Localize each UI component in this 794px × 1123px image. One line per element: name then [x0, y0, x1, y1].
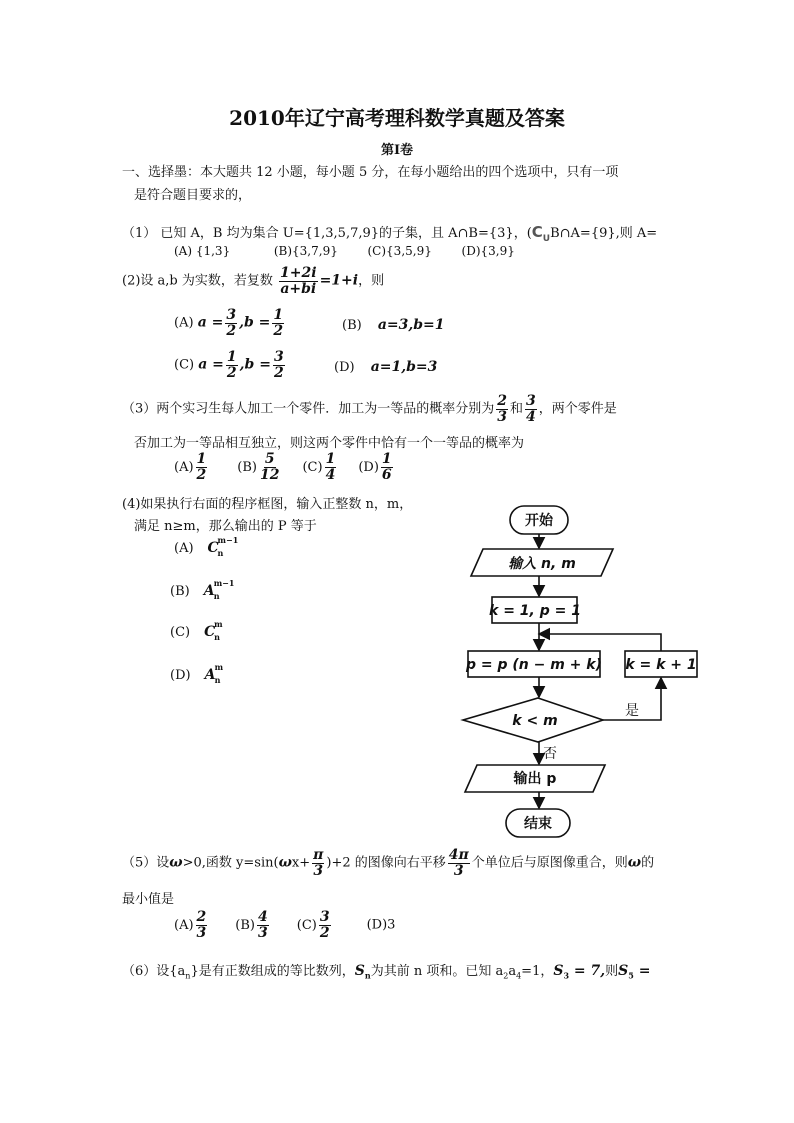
q2-stem-post: ，则 [358, 273, 385, 289]
q2-opt-b-text: a=3,b=1 [377, 317, 445, 333]
q5-option-label: (A) [174, 917, 194, 933]
q4-symbol-sup: m [214, 662, 224, 672]
q2-a-frac1-num: 3 [226, 307, 237, 323]
q2-opt-a-frac1 [225, 308, 237, 338]
q5-stem-pre: （5）设 [122, 855, 170, 871]
q5-shift-frac [448, 848, 470, 878]
q2-opt-c-frac2 [273, 350, 285, 380]
q2-frac-den: a+bi [280, 280, 317, 297]
q4-option-label: (C) [170, 625, 191, 640]
q3-option-a [174, 451, 209, 483]
instructions-line1: 一、选择墨：本大题共 12 小题，每小题 5 分，在每小题给出的四个选项中，只有一项 [122, 165, 619, 180]
q6-stem-mid: }是有正数组成的等比数列， [190, 964, 355, 979]
flow-update-k-text: k = k + 1 [625, 657, 697, 673]
flow-start-text: 开始 [525, 513, 553, 529]
q5-stem-mid2: x+ [291, 855, 311, 871]
q5-shift-den: 3 [453, 862, 464, 879]
q3-option-den: 2 [196, 466, 207, 483]
q3-option-frac [325, 452, 337, 482]
q6-a4-sub: 4 [516, 971, 522, 981]
q5-option-den: 2 [319, 924, 330, 941]
q2-opt-a-aeq: a = [197, 314, 224, 331]
q4-symbol-base: A [203, 583, 215, 599]
q1-option-c: (C){3,5,9} [367, 244, 432, 258]
q3-option-label: (B) [237, 459, 257, 475]
q6-sn: S [354, 963, 365, 979]
q3-option-den: 4 [325, 466, 336, 483]
q5-stem-mid4: 个单位后与原图像重合，则 [471, 855, 628, 871]
flow-output-text: 输出 p [513, 771, 557, 787]
q5-option-num: 2 [196, 909, 207, 925]
q3-option-frac [259, 452, 280, 482]
q5-omega-1: ω [169, 854, 183, 871]
q5-pi-den: 3 [313, 862, 324, 879]
q6-s3: S [553, 963, 564, 979]
complement-symbol [531, 223, 551, 244]
q2-option-a [174, 308, 286, 338]
q5-option-frac [196, 910, 208, 940]
question-5-line2: 最小值是 [122, 892, 175, 907]
q2-a-frac1-den: 2 [226, 322, 237, 339]
q4-symbol-sub: n [217, 548, 224, 558]
q6-stem-pre: （6）设{a [122, 964, 186, 979]
q5-option-num: 3 [319, 909, 330, 925]
q3-p1-den: 3 [497, 408, 508, 425]
q2-complex-fraction [279, 266, 318, 296]
q6-sub-n: n [185, 971, 191, 981]
q4-option-c [170, 619, 223, 642]
q2-c-frac1-den: 2 [226, 364, 237, 381]
q3-option-num: 1 [325, 451, 336, 467]
question-6-stem [122, 960, 650, 981]
question-3-stem [122, 394, 617, 424]
q6-a2-sub: 2 [503, 971, 509, 981]
q5-shift-num: 4π [448, 847, 469, 863]
q5-option-frac [257, 910, 269, 940]
q5-option-den: 3 [258, 924, 268, 941]
q3-p1-num: 2 [497, 393, 508, 409]
question-3-line2: 否加工为一等品相互独立，则这两个零件中恰有一个一等品的概率为 [134, 436, 525, 451]
q2-opt-c-frac1 [226, 350, 238, 380]
q2-opt-b-label: (B) [342, 318, 362, 333]
instructions-line2: 是符合题目要求的， [134, 188, 252, 203]
q6-s3-sub: 3 [563, 970, 570, 981]
q1-option-b: (B){3,7,9} [273, 244, 338, 258]
q2-eq: =1+i [319, 272, 359, 289]
q2-opt-c-label: (C) [174, 357, 195, 373]
q5-option-num: 4 [258, 909, 268, 925]
question-5-stem [122, 848, 654, 878]
complement-letter: C [531, 223, 543, 241]
q3-stem-post: ，两个零件是 [538, 401, 617, 417]
q3-prob-2 [525, 394, 537, 424]
q2-c-frac2-den: 2 [273, 364, 284, 381]
q2-opt-c-beq: ,b = [239, 356, 271, 373]
q4-option-label: (A) [174, 541, 194, 556]
flow-yes-label: 是 [625, 703, 639, 719]
q4-symbol-sup: m−1 [213, 578, 235, 588]
flowchart [455, 500, 715, 845]
q5-option-a [174, 909, 209, 941]
q6-a-mid: a [508, 964, 517, 979]
q3-option-label: (A) [174, 459, 194, 475]
q2-opt-c-aeq: a = [198, 356, 224, 373]
q5-option-c [296, 909, 333, 941]
question-1-options [174, 244, 515, 258]
q3-option-den: 12 [260, 466, 280, 483]
q4-option-a [174, 535, 239, 558]
q3-option-frac [196, 452, 208, 482]
q2-c-frac2-num: 3 [273, 349, 284, 365]
q4-option-symbol [204, 619, 223, 642]
flow-end-text: 结束 [524, 816, 552, 832]
question-2-stem [122, 266, 384, 296]
q3-and: 和 [510, 401, 524, 417]
q6-stem-mid3: =1， [521, 964, 554, 979]
q5-option-label: (C) [296, 917, 317, 933]
q3-option-b [237, 451, 282, 483]
q2-opt-d-text: a=1,b=3 [370, 359, 438, 375]
q2-stem-pre: (2)设 a,b 为实数，若复数 [122, 273, 273, 289]
q5-option-label: (B) [235, 917, 255, 933]
q5-option-b [235, 909, 270, 941]
q3-option-label: (D) [358, 459, 379, 475]
q2-opt-a-label: (A) [174, 315, 194, 331]
q5-option-d: (D)3 [366, 917, 396, 933]
q5-stem-mid1: >0,函数 y=sin( [182, 855, 279, 871]
q3-option-frac [381, 452, 393, 482]
q4-symbol-sub: n [214, 632, 220, 642]
flow-update-p-text: p = p (n − m + k) [465, 657, 603, 673]
q3-option-c [302, 451, 338, 483]
q6-sn-sub: n [364, 970, 371, 981]
q2-option-b [342, 317, 445, 333]
q5-pi-num: π [313, 847, 324, 863]
flow-init-text: k = 1, p = 1 [489, 603, 581, 619]
q1-stem-post: B∩A={9},则 A= [550, 226, 658, 241]
flow-condition-text: k < m [512, 713, 558, 729]
section-subtitle: 第Ⅰ卷 [380, 143, 414, 158]
question-3-options [174, 452, 395, 482]
q2-option-c [174, 350, 287, 380]
q4-symbol-base: C [207, 540, 219, 556]
q2-opt-a-beq: ,b = [239, 314, 271, 331]
q4-option-label: (B) [170, 584, 190, 599]
page-title: 2010年辽宁高考理科数学真题及答案 [229, 106, 565, 130]
q2-c-frac1-num: 1 [226, 349, 237, 365]
q5-stem-post: 的 [641, 855, 655, 871]
q4-symbol-sup: m−1 [217, 535, 239, 545]
q3-stem-pre: （3）两个实习生每人加工一个零件．加工为一等品的概率分别为 [122, 401, 495, 417]
q3-option-den: 6 [381, 466, 392, 483]
q2-opt-d-label: (D) [334, 360, 355, 375]
q4-symbol-sup: m [214, 619, 223, 629]
q4-symbol-base: A [204, 667, 216, 683]
q1-option-a: (A) {1,3} [174, 244, 231, 258]
q5-omega-3: ω [627, 854, 642, 871]
q3-option-num: 1 [196, 451, 207, 467]
q2-opt-a-frac2 [272, 308, 284, 338]
q2-frac-num: 1+2i [280, 265, 317, 281]
q3-option-label: (C) [302, 459, 323, 475]
question-1-stem [122, 222, 657, 244]
q2-option-d [334, 359, 437, 375]
q3-option-d [358, 451, 394, 483]
q5-omega-2: ω [278, 854, 292, 871]
q4-option-symbol [207, 535, 239, 558]
q4-option-symbol [203, 578, 235, 601]
q5-stem-mid3: )+2 的图像向右平移 [326, 855, 446, 871]
flow-input-text: 输入 n, m [508, 556, 576, 572]
q6-stem-mid2: 为其前 n 项和。已知 a [370, 964, 504, 979]
q4-option-d [170, 662, 224, 685]
question-4-line1: (4)如果执行右面的程序框图，输入正整数 n，m， [122, 497, 413, 512]
flow-loop-arrow [539, 634, 661, 651]
question-5-options [174, 910, 395, 940]
q1-stem-pre: （1） 已知 A，B 均为集合 U={1,3,5,7,9}的子集，且 A∩B={3}，( [122, 226, 532, 241]
q3-prob-1 [496, 394, 508, 424]
q6-s5-sub: 5 [628, 970, 634, 981]
q3-option-num: 1 [381, 451, 392, 467]
q6-s5: S [618, 963, 629, 979]
q3-p2-num: 3 [526, 393, 536, 409]
q3-p2-den: 4 [526, 408, 536, 425]
flow-no-label: 否 [543, 746, 557, 762]
q5-pi-frac [312, 848, 324, 878]
q4-option-b [170, 578, 235, 601]
q6-s5-val: = [633, 963, 651, 979]
q5-option-den: 3 [196, 924, 207, 941]
q6-stem-mid4: 则 [605, 964, 619, 979]
q2-a-frac2-den: 2 [273, 322, 284, 339]
q4-option-symbol [204, 662, 224, 685]
q4-symbol-base: C [204, 624, 216, 640]
complement-sub: U [542, 234, 551, 244]
q3-option-num: 5 [264, 451, 275, 467]
q6-s3-val: = 7, [569, 963, 606, 979]
q4-symbol-sub: n [214, 675, 221, 685]
q2-a-frac2-num: 1 [273, 307, 284, 323]
question-4-line2: 满足 n≥m，那么输出的 P 等于 [134, 519, 317, 534]
q5-option-frac [319, 910, 331, 940]
q4-symbol-sub: n [213, 591, 220, 601]
q4-option-label: (D) [170, 668, 191, 683]
q1-option-d: (D){3,9} [461, 244, 515, 258]
